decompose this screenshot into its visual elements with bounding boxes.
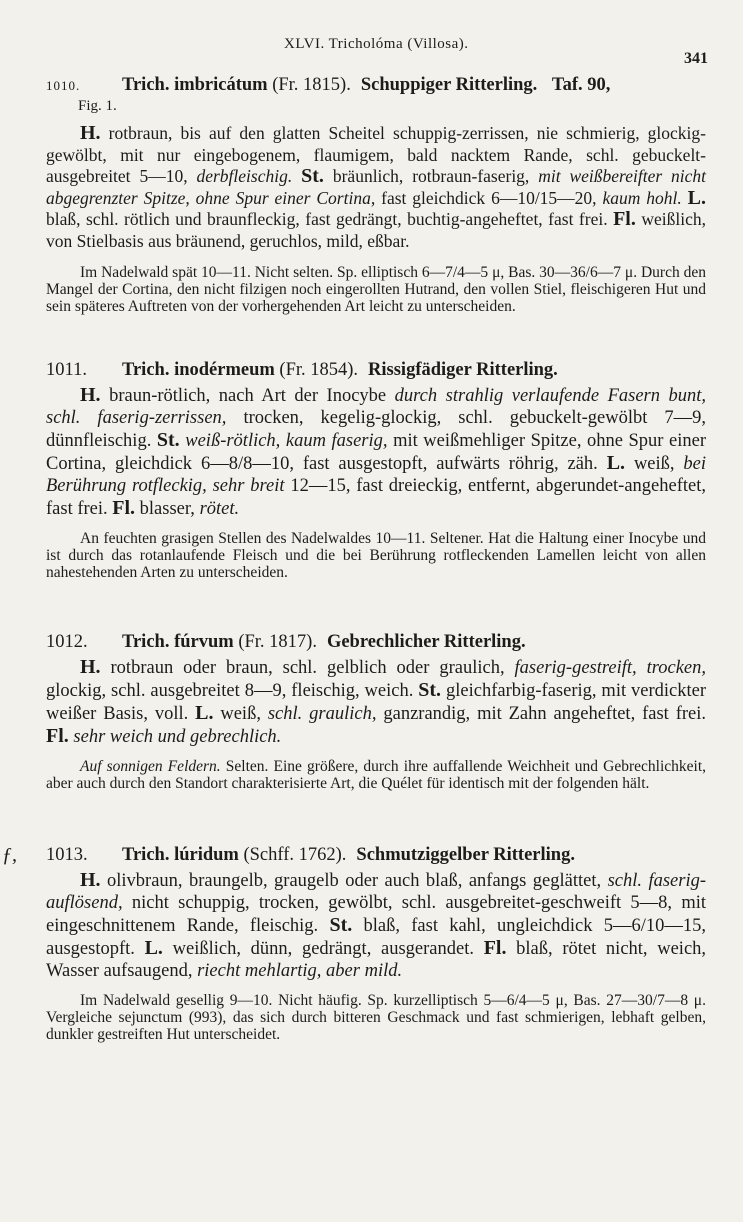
hut-text: olivbraun, braungelb, graugelb oder auch blaß, anfangs geglättet, [107,871,602,891]
stiel-italic-2: kaum hohl. [602,187,682,208]
label-lamellen: L. [195,702,214,724]
figure-ref: Fig. 1. [78,98,117,114]
note-text: Selten. Eine größere, durch ihre auffallende Weichheit und Gebrechlichkeit, aber auch durch den Standort charakterisierte Art, die Quélet für identisch mit der folgenden hält. [46,758,707,792]
fleisch-italic: sehr weich und gebrechlich. [73,727,282,747]
stiel-italic: weiß-rötlich, kaum faserig, [185,431,388,451]
fleisch-italic: rötet. [199,499,240,519]
plate-ref: Taf. 90, [551,75,611,95]
species-entry-1013 [2,844,707,1043]
genus-species: Trich. inodérmeum [122,360,275,380]
hut-text: braun-rötlich, nach Art der Inocybe [109,386,387,406]
hut-text-2: glockig, schl. ausgebreitet 8—9, fleischig, weich. [46,681,414,701]
species-name [122,75,351,95]
label-lamellen: L. [687,186,707,209]
species-entry-1011 [46,359,706,581]
label-hut: H. [80,869,101,891]
entry-note: An feuchten grasigen Stellen des Nadelwaldes 10—11. Seltener. Hat die Haltung einer Inocybe und ist durch das rotanlaufende Fleisch und die bei Berührung rotfleckenden Lamellen leicht von allen nahestehenden Arten zu unterscheiden. [46,530,706,581]
label-hut: H. [80,122,101,144]
label-stiel: St. [156,429,180,451]
entry-number: 1011. [46,360,87,380]
entry-heading [46,359,706,382]
page-number: 341 [684,50,708,67]
running-title: XLVI. Tricholóma (Villosa). [284,36,469,52]
entry-description [46,869,706,982]
hut-text: rotbraun oder braun, schl. gelblich oder graulich, [110,658,505,678]
genus-species: Trich. fúrvum [122,632,234,652]
stiel-italic: mit weißbereifter nicht abgegrenzter Spitze, ohne Spur einer Cortina, [46,166,707,208]
fleisch-text: blasser, [139,499,195,519]
common-name: Schmutziggelber Ritterling. [356,845,575,865]
hut-text-2: nicht schuppig, trocken, gewölbt, schl. ausgebreitet-geschweift 5—8, mit eingeschnittenem Rande, fleischig. [46,893,707,936]
entry-heading [46,631,706,654]
lamellen-text: weiß, [220,704,261,724]
hut-italic: faserig-gestreift, trocken, [514,658,707,678]
lamellen-text: blaß, schl. rötlich und braunfleckig, fast gedrängt, buchtig-angeheftet, fast frei. [46,209,608,229]
species-entry-1010 [46,74,706,315]
entry-number: 1012. [46,632,88,652]
stiel-text: bräunlich, rotbraun-faserig, [332,166,530,186]
fleisch-text: weißlich, von Stielbasis aus bräunend, geruchlos, mild, eßbar. [46,209,707,251]
entry-heading [2,844,706,867]
note-italic: Auf sonnigen Feldern. [80,758,221,775]
label-hut: H. [80,384,101,406]
genus-species: Trich. imbricátum [122,75,268,95]
authority: (Fr. 1817). [238,632,317,652]
authority: (Schff. 1762). [243,845,347,865]
entry-description [46,656,706,748]
hut-italic: derbfleischig. [196,166,293,186]
stiel-text: gleichfarbig-faserig, mit verdickter weißer Basis, voll. [46,681,707,724]
authority: (Fr. 1854). [279,360,359,380]
entry-note: Im Nadelwald spät 10—11. Nicht selten. Sp. elliptisch 6—7/4—5 μ, Bas. 30—36/6—7 μ. Durch den Mangel der Cortina, den nicht filzigen noch eingerollten Hutrand, den vollen Stiel, fleischigeren Hut und sein späteres Auftreten von der vorhergehenden Art leicht zu unterscheiden. [46,264,706,315]
genus-species: Trich. lúridum [122,845,239,865]
label-hut: H. [80,656,101,678]
entry-heading [46,74,706,97]
running-head [46,34,706,74]
label-lamellen: L. [144,937,163,959]
authority: (Fr. 1815). [272,75,351,95]
hut-text-2: trocken, kegelig-glockig, schl. gebuckelt-gewölbt 7—9, dünnfleischig. [46,408,707,451]
book-page [2,34,708,1043]
species-entry-1012 [46,631,706,792]
entry-description [46,384,706,520]
label-stiel: St. [329,914,353,936]
hut-italic: schl. faserig-auflösend, [46,871,707,913]
lamellen-text-2: ganzrandig, mit Zahn angeheftet, fast frei. [383,704,706,724]
label-stiel: St. [301,165,324,187]
species-name [122,632,317,652]
lamellen-text: weiß, [633,454,675,474]
label-fleisch: Fl. [112,497,136,519]
hut-text: rotbraun, bis auf den glatten Scheitel schuppig-zerrissen, nie schmierig, glockig-gewölbt, mit nur eingebogenem, flaumigem, bald nacktem Rande, schl. gebuckelt-ausgebreitet 5—10, [46,123,706,186]
entry-number: 1013. [46,845,88,865]
lamellen-italic: bei Berührung rotfleckig, sehr breit [46,454,707,496]
lamellen-text: weißlich, dünn, gedrängt, ausgerandet. [172,939,474,959]
common-name: Gebrechlicher Ritterling. [326,632,526,652]
species-name [122,845,346,865]
label-fleisch: Fl. [613,208,636,230]
stiel-text-2: fast gleichdick 6—10/15—20, [381,187,597,208]
entry-note [46,758,706,792]
stiel-text: mit weißmehliger Spitze, ohne Spur einer Cortina, gleichdick 6—8/8—10, fast ausgestopft, aufwärts röhrig, zäh. [46,431,707,474]
entry-number: 1010. [46,78,81,93]
label-fleisch: Fl. [483,937,507,959]
label-lamellen: L. [606,452,626,474]
lamellen-text-2: 12—15, fast dreieckig, entfernt, abgerundet-angeheftet, fast frei. [46,476,707,519]
stiel-text: blaß, fast kahl, ungleichdick 5—6/10—15, ausgestopft. [46,916,707,959]
label-fleisch: Fl. [46,725,69,747]
label-stiel: St. [418,679,442,701]
entry-description [46,123,706,252]
common-name: Schuppiger Ritterling. [360,75,538,95]
fleisch-italic: riecht mehlartig, aber mild. [197,961,403,981]
species-name [122,360,358,380]
margin-annotation: ƒ, [2,844,17,866]
hut-italic: durch strahlig verlaufende Fasern bunt, schl. faserig-zerrissen, [46,386,707,428]
lamellen-italic: schl. graulich, [267,704,377,724]
common-name: Rissigfädiger Ritterling. [368,360,558,380]
fleisch-text: blaß, rötet nicht, weich, Wasser aufsaugend, [46,939,707,981]
entry-note: Im Nadelwald gesellig 9—10. Nicht häufig. Sp. kurzelliptisch 5—6/4—5 μ, Bas. 27—30/7—8 μ. Vergleiche sejunctum (993), das sich durch bitteren Geschmack und fast schmierigen, lebhaft gelben, dunkler gestreiften Hut unterscheidet. [46,992,706,1043]
